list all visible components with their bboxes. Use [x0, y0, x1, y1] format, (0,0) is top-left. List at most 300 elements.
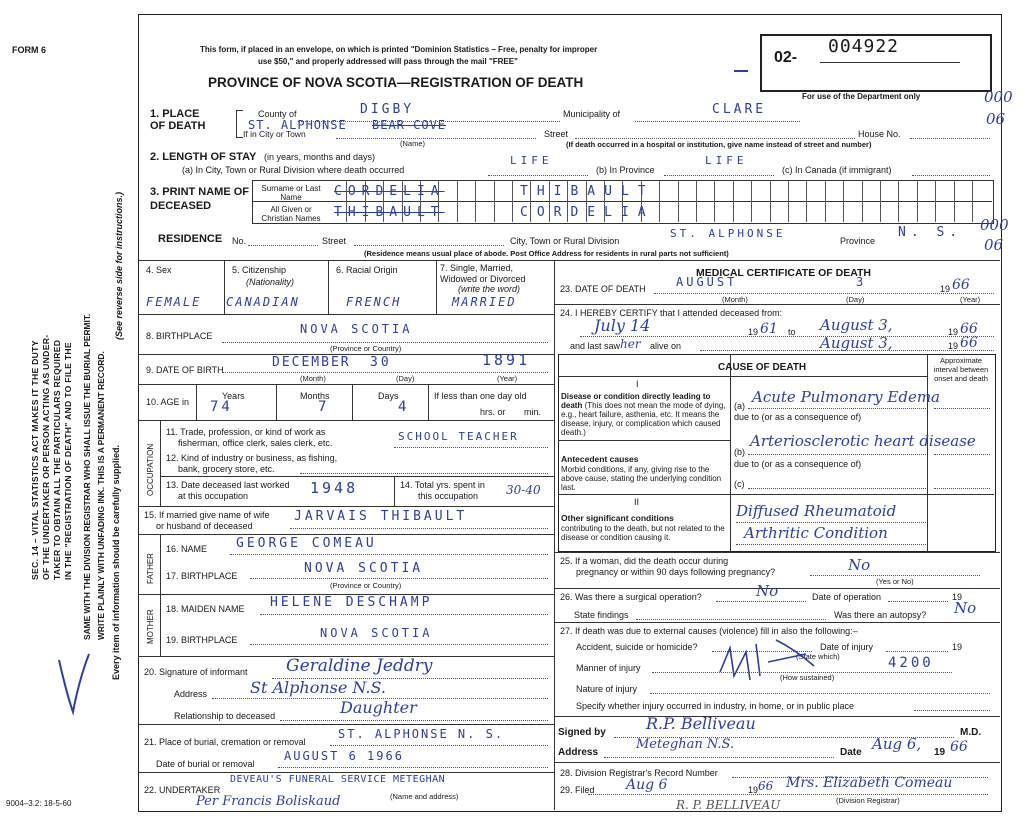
age-div-2	[276, 384, 277, 420]
mother-maiden-value: HELENE DESCHAMP	[270, 595, 433, 610]
birthplace-sub: (Province or Country)	[330, 344, 402, 353]
woman-label-1: 25. If a woman, did the death occur during	[560, 556, 729, 566]
side-instructions-3: TAKER TO OBTAIN ALL THE PARTICULARS REQUIRED	[52, 339, 62, 580]
side-instructions-4: IN THE "REGISTRATION OF DEATH" AND TO FILE THE	[63, 342, 73, 580]
letter-cell-divider	[843, 180, 844, 222]
marital-value: MARRIED	[452, 295, 517, 309]
given-struck-value: THIBAULT	[334, 205, 445, 220]
letter-cell-divider	[512, 180, 513, 222]
stay-province-value: LIFE	[705, 154, 748, 167]
attended-line	[580, 336, 994, 337]
other-conditions-label: Other significant conditions	[561, 513, 674, 523]
interval-line-a	[934, 408, 990, 409]
letter-cell-divider	[714, 180, 715, 222]
birthplace-line	[222, 342, 548, 343]
residence-province-label: Province	[840, 236, 876, 246]
father-name-value: GEORGE COMEAU	[236, 536, 377, 551]
envelope-note-1: This form, if placed in an envelope, on which is printed "Dominion Statistics – Free, penalty for improper	[200, 45, 598, 54]
autopsy-label: Was there an autopsy?	[834, 610, 927, 620]
filed-year-prefix: 19	[748, 785, 759, 795]
residence-no-line	[248, 245, 318, 246]
letter-cell-divider	[678, 180, 679, 222]
from-year-prefix: 19	[748, 327, 759, 337]
city-line	[336, 138, 536, 139]
county-value: DIGBY	[360, 102, 415, 117]
residence-no-label: No.	[232, 236, 247, 246]
registrar-value: Mrs. Elizabeth Comeau	[786, 775, 953, 791]
nature-label: Nature of injury	[576, 684, 638, 694]
filed-line	[588, 794, 988, 795]
letter-cell-divider	[494, 180, 495, 222]
date-of-injury-label: Date of injury	[820, 642, 874, 652]
column-divider	[554, 260, 555, 810]
spouse-line	[290, 528, 548, 529]
county-label: County of	[258, 109, 297, 119]
md-label: M.D.	[960, 727, 982, 738]
city-value: ST. ALPHONSE	[248, 118, 347, 132]
dob-line	[222, 372, 548, 373]
interval-divider	[927, 354, 928, 552]
form-code: 9004–3.2: 18-5-60	[6, 799, 72, 808]
letter-cell-divider	[935, 180, 936, 222]
filed-label: 29. Filed	[560, 785, 595, 795]
rule-15	[138, 534, 554, 535]
registrar-stamp-signature: R. P. BELLIVEAU	[676, 798, 781, 812]
registration-underline	[820, 62, 960, 63]
occupation-side-divider	[160, 420, 161, 506]
other-line-2	[736, 544, 926, 545]
burial-date-line	[278, 767, 548, 768]
cause-a-value: Acute Pulmonary Edema	[752, 388, 940, 406]
antecedent-label: Antecedent causes	[561, 454, 639, 464]
dob-day-caption: (Day)	[396, 374, 415, 383]
cause-a-line	[748, 408, 926, 409]
undertaker-caption: (Name and address)	[390, 792, 459, 801]
citizenship-sub: (Nationality)	[246, 277, 295, 287]
father-name-line	[230, 554, 548, 555]
age-years-label: Years	[222, 391, 245, 401]
marital-sub: (write the word)	[458, 284, 521, 294]
interval-line-b	[934, 454, 990, 455]
stay-canada-label: (c) In Canada (if immigrant)	[782, 165, 892, 175]
letter-cell-divider	[696, 180, 697, 222]
signed-year-value: 66	[950, 739, 968, 755]
due-to-a: due to (or as a consequence of)	[734, 412, 862, 422]
cause-b-label: (b)	[734, 447, 745, 457]
surgery-label: 26. Was there a surgical operation?	[560, 592, 702, 602]
father-side-label: FATHER	[146, 553, 155, 584]
certify-label: 24. I HEREBY CERTIFY that I attended deceased from:	[560, 308, 783, 318]
total-years-label-2: this occupation	[418, 491, 479, 501]
cause-left-divider	[730, 354, 731, 552]
filed-value: Aug 6	[626, 777, 668, 793]
rule-20	[138, 724, 554, 725]
to-label: to	[788, 327, 796, 337]
rule-14	[138, 506, 554, 507]
letter-cell-divider	[917, 180, 918, 222]
industry-label-1: 12. Kind of industry or business, as fishing,	[166, 453, 338, 463]
stay-province-line	[664, 175, 774, 176]
residence-code-2: 06	[984, 236, 1004, 254]
mother-birthplace-value: NOVA SCOTIA	[320, 626, 433, 640]
residence-note: (Residence means usual place of abode. Post Office Address for residents in rural parts not sufficient)	[364, 249, 729, 258]
industry-line	[300, 473, 548, 474]
injury-date-line	[886, 651, 948, 652]
letter-cell-divider	[825, 180, 826, 222]
dob-year-value: 1891	[482, 351, 531, 369]
external-label: 27. If death was due to external causes (violence) fill in also the following:–	[560, 626, 858, 636]
father-birthplace-line	[250, 578, 548, 579]
dob-label: 9. DATE OF BIRTH	[146, 365, 224, 375]
last-saw-pronoun: her	[620, 337, 641, 351]
side-instructions-8: (See reverse side for instructions.)	[114, 191, 124, 340]
residence-label: RESIDENCE	[158, 233, 223, 245]
cause-heading-rule	[558, 376, 928, 377]
dod-day-value: 3	[856, 275, 867, 289]
envelope-note-2: use $50," and properly addressed will pass through the mail "FREE"	[258, 57, 518, 66]
part-ii-label: II	[634, 497, 640, 507]
hospital-note: (If death occurred in a hospital or institution, give name instead of street and number)	[566, 140, 872, 149]
letter-cell-divider	[659, 180, 660, 222]
rule-27	[554, 716, 1000, 717]
direct-label: Disease or condition directly leading to death (This does not mean the mode of dying, e.g., heart failure, asthenia, etc. It means the disease, injury, or complication which caused death.)	[561, 392, 726, 437]
dod-month-caption: (Month)	[722, 295, 748, 304]
surname-value: THIBAULT	[520, 184, 655, 199]
attended-to-value: August 3,	[820, 316, 893, 334]
letter-cell-divider	[898, 180, 899, 222]
letter-cell-divider	[972, 180, 973, 222]
to-year-value: 66	[960, 321, 978, 337]
relationship-label: Relationship to deceased	[174, 711, 276, 721]
cause-b-line	[748, 454, 926, 455]
residence-city-value: ST. ALPHONSE	[670, 227, 786, 240]
burial-place-label: 21. Place of burial, cremation or removal	[144, 737, 306, 747]
rule-26	[554, 622, 1000, 623]
place-name-caption: (Name)	[400, 139, 426, 148]
length-of-stay-label: 2. LENGTH OF STAY	[150, 151, 257, 163]
marital-label: 7. Single, Married, Widowed or Divorced	[440, 263, 526, 284]
rule-signed	[554, 762, 1000, 763]
spouse-label-1: 15. If married give name of wife	[144, 510, 270, 520]
signed-year-prefix: 19	[934, 747, 946, 758]
burial-place-line	[330, 745, 548, 746]
birthplace-label: 8. BIRTHPLACE	[146, 331, 213, 341]
dod-month-value: AUGUST	[676, 275, 738, 289]
rule-24	[554, 552, 1000, 553]
woman-line	[810, 575, 980, 576]
sex-label: 4. Sex	[146, 265, 172, 275]
municipality-label: Municipality of	[563, 109, 621, 119]
cause-heading: CAUSE OF DEATH	[718, 362, 807, 373]
birthplace-value: NOVA SCOTIA	[300, 322, 413, 336]
racial-divider	[436, 260, 437, 314]
informant-signature-label: 20. Signature of informant	[144, 667, 248, 677]
cause-a-label: (a)	[734, 401, 745, 411]
letter-cell-divider	[457, 180, 458, 222]
stay-city-label: (a) In City, Town or Rural Division where death occurred	[182, 165, 405, 175]
dob-day-value: 30	[370, 355, 392, 370]
findings-label: State findings	[574, 610, 629, 620]
residence-city-label: City, Town or Rural Division	[510, 236, 620, 246]
residence-code-1: 000	[980, 216, 1009, 234]
state-which-caption: (State which)	[796, 652, 840, 661]
city-label: If in City or Town	[243, 129, 306, 139]
surgery-line	[716, 601, 806, 602]
dob-month-value: DECEMBER	[272, 355, 351, 370]
last-worked-label-1: 13. Date deceased last worked	[166, 480, 290, 490]
trade-label-2: fisherman, office clerk, sales clerk, etc.	[178, 438, 333, 448]
length-of-stay-sub: (in years, months and days)	[264, 152, 376, 162]
physician-address-line	[604, 757, 834, 758]
cause-b-value: Arteriosclerotic heart disease	[750, 432, 976, 450]
cause-c-label: (c)	[734, 479, 745, 489]
informant-address-label: Address	[174, 689, 208, 699]
house-number-label: House No.	[858, 129, 901, 139]
department-code-2: 06	[986, 110, 1006, 128]
age-days-value: 4	[398, 399, 410, 415]
cause-ii-rule	[558, 494, 994, 495]
physician-address-value: Meteghan N.S.	[636, 737, 735, 752]
mother-side-label: MOTHER	[146, 609, 155, 644]
sex-value: FEMALE	[146, 295, 202, 309]
operation-line	[888, 601, 948, 602]
dob-month-caption: (Month)	[300, 374, 326, 383]
interval-label: Approximate interval between onset and death	[933, 356, 989, 383]
due-to-b: due to (or as a consequence of)	[734, 459, 862, 469]
burial-date-value: AUGUST 6 1966	[284, 749, 404, 763]
letter-cell-divider	[788, 180, 789, 222]
record-number-label: 28. Division Registrar's Record Number	[560, 768, 718, 778]
letter-cell-divider	[954, 180, 955, 222]
municipality-line	[635, 121, 800, 122]
city-struck-value: BEAR COVE	[372, 118, 447, 132]
municipality-value: CLARE	[712, 102, 767, 117]
letter-cell-divider	[475, 180, 476, 222]
signed-date-value: Aug 6,	[872, 735, 922, 753]
other-conditions-value-1: Diffused Rheumatoid	[736, 502, 897, 520]
signed-date-label: Date	[840, 747, 862, 758]
residence-street-label: Street	[322, 236, 347, 246]
place-bracket	[236, 110, 243, 138]
alive-on-label: alive on	[650, 341, 682, 351]
other-line-1	[736, 522, 926, 523]
medical-heading: MEDICAL CERTIFICATE OF DEATH	[696, 267, 871, 279]
manner-label: Manner of injury	[576, 663, 641, 673]
given-names-label: All Given or Christian Names	[261, 205, 321, 223]
alive-year-value: 66	[960, 335, 978, 351]
how-sustained-caption: (How sustained)	[780, 673, 835, 682]
mother-birthplace-label: 19. BIRTHPLACE	[166, 635, 238, 645]
side-instructions-2: OF THE UNDERTAKER OR PERSON ACTING AS UNDER-	[41, 334, 51, 580]
stay-city-value: LIFE	[510, 154, 553, 167]
antecedent-note: Morbid conditions, if any, giving rise to the above cause, stating the underlying condition last.	[561, 465, 722, 492]
father-birthplace-sub: (Province or Country)	[330, 581, 402, 590]
yes-no-caption: (Yes or No)	[876, 577, 914, 586]
age-days-label: Days	[378, 391, 399, 401]
department-code-1: 000	[984, 88, 1013, 106]
given-value: CORDELIA	[520, 205, 655, 220]
check-mark-icon	[55, 650, 95, 725]
dob-year-caption: (Year)	[497, 374, 518, 383]
less-than-day-label: If less than one day old	[434, 391, 527, 401]
trade-label-1: 11. Trade, profession, or kind of work as	[166, 427, 326, 437]
letter-cell-divider	[880, 180, 881, 222]
alive-on-value: August 3,	[820, 334, 893, 352]
rule-12	[160, 476, 554, 477]
accident-label: Accident, suicide or homicide?	[576, 642, 698, 652]
woman-value: No	[848, 556, 871, 574]
letter-cell-divider	[806, 180, 807, 222]
from-year-value: 61	[760, 321, 778, 337]
hrs-label: hrs. or	[480, 407, 506, 417]
surname-label: Surname or Last Name	[261, 184, 321, 202]
print-name-label: 3. PRINT NAME OF DECEASED	[150, 186, 250, 212]
stay-province-label: (b) In Province	[596, 165, 655, 175]
dod-year-prefix: 19	[940, 284, 951, 294]
rule-4	[138, 314, 554, 315]
relationship-value: Daughter	[340, 698, 417, 717]
last-worked-label-2: at this occupation	[178, 491, 249, 501]
mother-birthplace-line	[250, 644, 548, 645]
trade-value: SCHOOL TEACHER	[398, 430, 519, 443]
sex-divider	[224, 260, 225, 314]
total-years-value: 30-40	[506, 483, 541, 497]
last-saw-label: and last saw	[570, 341, 621, 351]
place-of-death-label: 1. PLACE OF DEATH	[150, 108, 206, 132]
side-instructions-6: WRITE PLAINLY WITH UNFADING INK. THIS IS A PERMANENT RECORD.	[96, 351, 106, 640]
coder-code-value: 4200	[888, 655, 934, 671]
stay-canada-line	[912, 175, 990, 176]
stay-city-line	[488, 175, 588, 176]
father-side-divider	[160, 534, 161, 594]
father-name-label: 16. NAME	[166, 544, 208, 554]
undertaker-per: Per Francis Boliskaud	[196, 794, 341, 809]
side-instructions-7: Every item of information should be carefully supplied.	[111, 444, 121, 680]
total-years-label-1: 14. Total yrs. spent in	[400, 480, 485, 490]
father-birthplace-value: NOVA SCOTIA	[304, 561, 424, 576]
side-instructions-5: SAME WITH THE DIVISION REGISTRAR WHO SHALL ISSUE THE BURIAL PERMIT.	[82, 313, 92, 640]
mother-maiden-label: 18. MAIDEN NAME	[166, 604, 245, 614]
citizenship-label: 5. Citizenship	[232, 265, 287, 275]
racial-label: 6. Racial Origin	[336, 265, 398, 275]
father-birthplace-label: 17. BIRTHPLACE	[166, 571, 238, 581]
specify-label: Specify whether injury occurred in industry, in home, or in public place	[576, 701, 854, 711]
rule-21	[138, 772, 554, 773]
alive-line	[700, 350, 994, 351]
cause-c-line	[748, 488, 926, 489]
racial-value: FRENCH	[346, 295, 402, 309]
operation-year-prefix: 19	[952, 592, 963, 602]
direct-note: (This does not mean the mode of dying, e.g., heart failure, asthenia, etc. It means the disease, injury, or complication which caused death.)	[561, 401, 726, 437]
to-year-prefix: 19	[948, 327, 959, 337]
registrar-caption: (Division Registrar)	[836, 796, 900, 805]
rule-9	[138, 384, 554, 385]
woman-label-2: pregnancy or within 90 days following pregnancy?	[576, 567, 776, 577]
rule-10	[138, 420, 554, 421]
occ-13-14-divider	[394, 476, 395, 506]
specify-line	[914, 710, 990, 711]
filed-year-value: 66	[758, 779, 774, 793]
dod-year-value: 66	[952, 277, 970, 293]
burial-date-label: Date of burial or removal	[156, 759, 255, 769]
date-of-operation-label: Date of operation	[812, 592, 882, 602]
form-number: FORM 6	[12, 45, 47, 55]
part-i-label: I	[636, 379, 639, 389]
dod-line	[654, 293, 994, 294]
residence-street-line	[354, 245, 504, 246]
last-worked-value: 1948	[310, 479, 359, 497]
informant-signature-value: Geraldine Jeddry	[286, 656, 433, 676]
signed-by-value: R.P. Belliveau	[646, 714, 756, 733]
surname-struck-value: CORDELIA	[334, 184, 445, 199]
age-months-label: Months	[300, 391, 330, 401]
physician-address-label: Address	[558, 747, 599, 758]
surgery-value: No	[756, 582, 779, 600]
relationship-line	[280, 720, 548, 721]
citizenship-divider	[328, 260, 329, 314]
age-years-value: 74	[210, 399, 233, 415]
alive-year-prefix: 19	[948, 341, 959, 351]
injury-year-prefix: 19	[952, 642, 963, 652]
street-label: Street	[544, 129, 569, 139]
side-instructions-1: SEC. 14 – VITAL STATISTICS ACT MAKES IT THE DUTY	[30, 340, 40, 580]
autopsy-value: No	[954, 599, 977, 617]
other-conditions-note: contributing to the death, but not related to the disease or condition causing it.	[561, 524, 725, 542]
date-of-death-label: 23. DATE OF DEATH	[560, 284, 646, 294]
spouse-label-2: or husband of deceased	[156, 521, 253, 531]
residence-province-value: N. S.	[898, 225, 963, 240]
street-line	[575, 138, 855, 139]
industry-label-2: bank, grocery store, etc.	[178, 464, 275, 474]
min-label: min.	[524, 407, 542, 417]
rule-23	[554, 304, 1000, 305]
age-div-3	[352, 384, 353, 420]
letter-cell-divider	[751, 180, 752, 222]
attended-from-value: July 14	[594, 316, 651, 335]
nature-line	[650, 693, 990, 694]
dash-mark	[734, 70, 748, 72]
form-title: PROVINCE OF NOVA SCOTIA—REGISTRATION OF DEATH	[208, 75, 584, 90]
dod-year-caption: (Year)	[960, 295, 981, 304]
findings-line	[636, 619, 826, 620]
informant-address-value: St Alphonse N.S.	[250, 678, 386, 697]
dod-day-caption: (Day)	[846, 295, 865, 304]
signed-by-label: Signed by	[558, 727, 606, 738]
age-div-4	[428, 384, 429, 420]
department-only-label: For use of the Department only	[802, 92, 921, 101]
citizenship-value: CANADIAN	[226, 295, 300, 309]
other-conditions-value-2: Arthritic Condition	[744, 524, 888, 542]
age-div-1	[196, 384, 197, 420]
spouse-value: JARVAIS THIBAULT	[294, 509, 468, 524]
mother-side-divider	[160, 594, 161, 656]
age-label: 10. AGE in	[146, 397, 190, 407]
trade-line	[394, 447, 548, 448]
registration-number: 004922	[828, 36, 900, 57]
age-months-value: 7	[318, 399, 330, 415]
undertaker-value: DEVEAU'S FUNERAL SERVICE METEGHAN	[230, 774, 446, 785]
cause-ab-rule	[558, 440, 730, 441]
rule-main	[138, 260, 1000, 261]
letter-cell-divider	[733, 180, 734, 222]
letter-cell-divider	[862, 180, 863, 222]
mother-maiden-line	[260, 614, 548, 615]
burial-place-value: ST. ALPHONSE N. S.	[338, 727, 505, 741]
interval-line-c	[934, 488, 990, 489]
occupation-side-label: OCCUPATION	[146, 443, 155, 496]
letter-cell-divider	[770, 180, 771, 222]
registration-prefix: 02-	[774, 49, 798, 66]
